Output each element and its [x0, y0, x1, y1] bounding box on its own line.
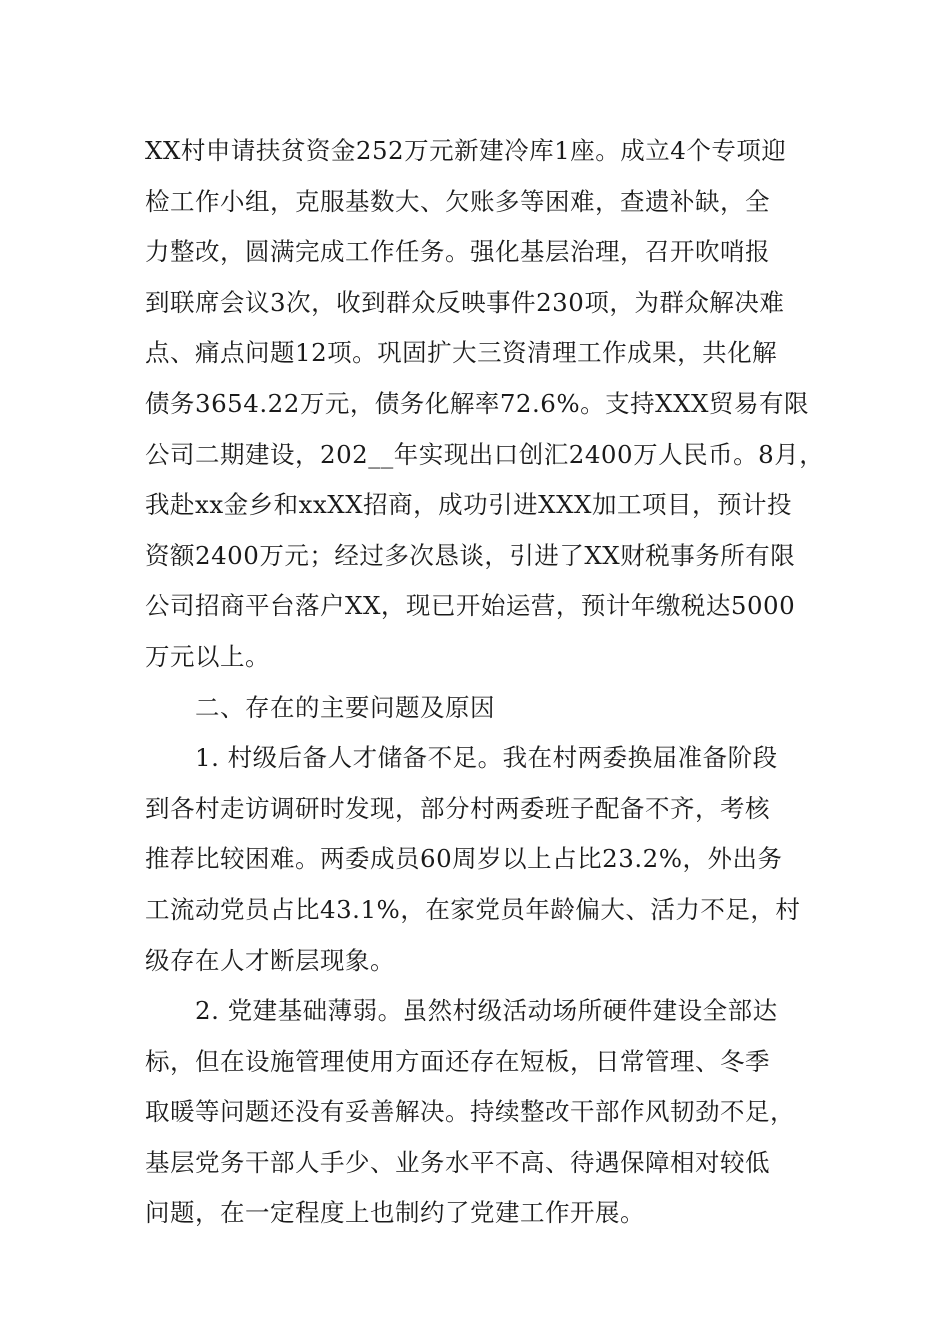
paragraph-line: 公司招商平台落户XX，现已开始运营，预计年缴税达5000: [145, 591, 796, 621]
paragraph-line: 我赴xx金乡和xxXX招商，成功引进XXX加工项目，预计投: [145, 490, 792, 520]
paragraph-line: 到各村走访调研时发现，部分村两委班子配备不齐，考核: [145, 793, 770, 823]
paragraph-line: 取暖等问题还没有妥善解决。持续整改干部作风韧劲不足，: [145, 1097, 795, 1127]
paragraph-line: 点、痛点问题12项。巩固扩大三资清理工作成果，共化解: [145, 338, 778, 368]
paragraph-line: 力整改，圆满完成工作任务。强化基层治理，召开吹哨报: [145, 237, 770, 267]
paragraph-line: 检工作小组，克服基数大、欠账多等困难，查遗补缺，全: [145, 186, 770, 216]
paragraph-line: XX村申请扶贫资金252万元新建冷库1座。成立4个专项迎: [145, 136, 787, 165]
document-body: [145, 126, 825, 1239]
paragraph-line: 资额2400万元；经过多次恳谈，引进了XX财税事务所有限: [145, 540, 796, 570]
paragraph-line: 级存在人才断层现象。: [145, 945, 395, 975]
paragraph-line: 债务3654.22万元，债务化解率72.6%。支持XXX贸易有限: [145, 388, 809, 418]
paragraph-line: 万元以上。: [145, 641, 270, 671]
paragraph-line: 推荐比较困难。两委成员60周岁以上占比23.2%，外出务: [145, 844, 783, 874]
paragraph-line: 标，但在设施管理使用方面还存在短板，日常管理、冬季: [145, 1046, 770, 1076]
paragraph-line: 工流动党员占比43.1%，在家党员年龄偏大、活力不足，村: [145, 894, 801, 924]
section-heading: 二、存在的主要问题及原因: [195, 692, 495, 722]
paragraph-line: 1. 村级后备人才储备不足。我在村两委换届准备阶段: [195, 743, 778, 773]
paragraph-line: 2. 党建基础薄弱。虽然村级活动场所硬件建设全部达: [195, 996, 778, 1026]
paragraph-line: 基层党务干部人手少、业务水平不高、待遇保障相对较低: [145, 1147, 770, 1177]
paragraph-line: 问题，在一定程度上也制约了党建工作开展。: [145, 1198, 645, 1228]
paragraph-line: 到联席会议3次，收到群众反映事件230项，为群众解决难: [145, 287, 785, 317]
paragraph-line: 公司二期建设，202__年实现出口创汇2400万人民币。8月，: [145, 439, 825, 469]
